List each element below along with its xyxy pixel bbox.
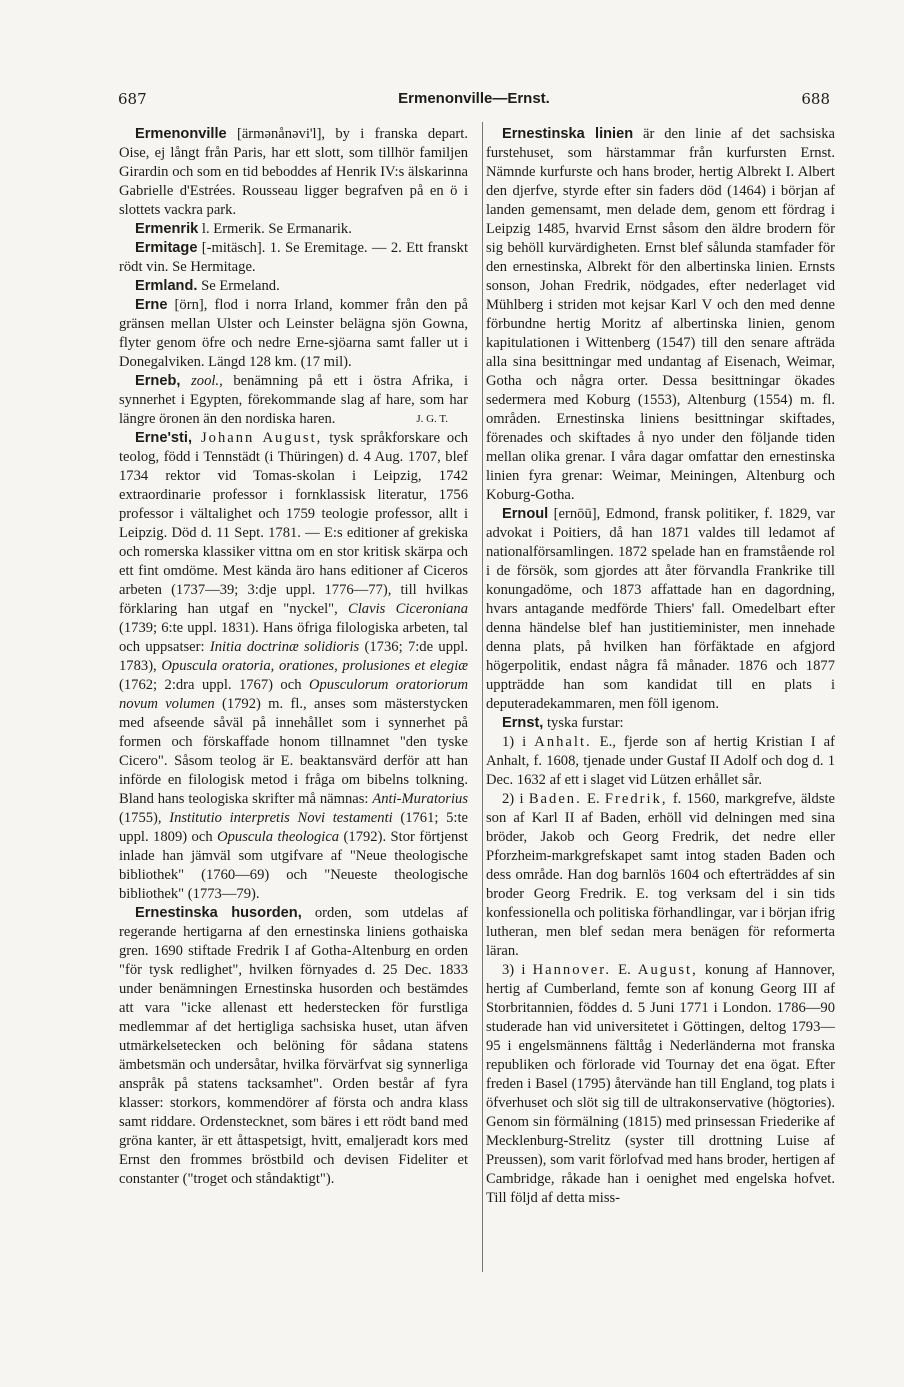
work-title: Opuscula theologica bbox=[217, 829, 340, 845]
author-signature: J. G. T. bbox=[416, 413, 448, 425]
headword: Ernoul bbox=[502, 506, 549, 522]
entry-text: (1739; 6:te uppl. 1831). Hans öfriga filologiska arbeten, tal och uppsatser: bbox=[119, 620, 468, 655]
entry-text: konung af Hannover, hertig af Cumberland, femte son af konung Georg III af Storbritannien, föddes d. 5 Juni 1771 i London. 1786—90 studerade han vid universitetet i Göttingen, deltog 1793—95 i engelsmännens fälttåg i Nederländerna mot franska republiken och förlorade vid Tournay det ena ögat. Efter freden i Basel (1795) återvände han till England, tog plats i öfverhuset och slöt sig till de ultrakonservative (högtories). Genom sin förmälning (1815) med prinsessan Friederike af Mecklenburg-Strelitz (syster till drottning Luise af Preussen), som varit förlofvad med hans broder, hertigen af Cambridge, råkade han i oenighet med engelska hofvet. Till följd af detta miss- bbox=[486, 962, 835, 1206]
headword: Ernst, bbox=[502, 715, 544, 731]
entry-text: (1792) m. fl., anses som mästerstycken med afseende såväl på innehållet som i synnerhet på formen och förskaffade honom tillnamnet "den tyske Cicero". Såsom teolog är E. beaktansvärd derför att han införde en filologisk metod i fråga om bibelns tolkning. Bland hans teologiska skrifter må nämnas: bbox=[119, 696, 468, 807]
entry-ermenrik bbox=[119, 220, 468, 239]
entry-text: l. Ermerik. Se Ermanarik. bbox=[198, 221, 352, 237]
column-divider bbox=[482, 122, 483, 1272]
work-title: Initia doctrinæ solidioris bbox=[209, 639, 360, 655]
entry-text: (1761; 5:te uppl. 1809) och bbox=[119, 810, 468, 845]
headword: Erne bbox=[135, 297, 168, 313]
headword: Ermland. bbox=[135, 278, 198, 294]
right-page-number: 688 bbox=[801, 90, 830, 108]
entry-erne bbox=[119, 296, 468, 372]
person-name: August, bbox=[637, 962, 698, 978]
entry-erneb bbox=[119, 372, 468, 429]
entry-ernoul bbox=[486, 505, 835, 714]
subentry-baden bbox=[486, 790, 835, 961]
entry-text: [örn], flod i norra Irland, kommer från den på gränsen mellan Ulster och Leinster belägna sjön Gowna, flyter genom öfre och nedre Erne-sjöarna samt faller ut i Donegalviken. Längd 128 km. (17 mil). bbox=[119, 297, 468, 370]
entry-ernst bbox=[486, 714, 835, 733]
headword: Ermenonville bbox=[135, 126, 227, 142]
page-header bbox=[118, 90, 830, 112]
entry-ermitage bbox=[119, 239, 468, 277]
headword: Erne'sti, bbox=[135, 430, 192, 446]
entry-text: benämning på ett i östra Afrika, i synnerhet i Egypten, förekommande slag af hare, som har längre öronen än den nordiska haren. bbox=[119, 373, 468, 427]
entry-ernestinska-linien bbox=[486, 125, 835, 505]
left-column bbox=[119, 125, 468, 1189]
entry-text: orden, som utdelas af regerande hertigarna af den ernestinska liniens gothaiska gren. 1690 stiftade Fredrik I af Gotha-Altenburg en orden "för tysk redlighet", hvilken förnyades d. 25 Dec. 1833 under benämningen Ernestinska husorden och bestämdes att vara "icke allenast ett hederstecken för furstliga medlemmar af det hertigliga sachsiska huset, utan äfven utmärkelsetecken och belöning för sådana statens ämbetsmän och undersåtar, hvilka förvärfvat sig synnerliga anspråk på statens tacksamhet". Orden består af fyra klasser: storkors, kommendörer af första och andra klass samt riddare. Ordenstecknet, som bäres i ett rödt band med gröna kanter, är ett åttaspetsigt, hvitt, emaljeradt kors med Ernst den frommes bröstbild och devisen Fideliter et constanter ("troget och ståndaktigt"). bbox=[119, 905, 468, 1187]
place-name: Anhalt. bbox=[534, 734, 592, 750]
running-title: Ermenonville—Ernst. bbox=[398, 90, 550, 107]
headword: Ermenrik bbox=[135, 221, 199, 237]
entry-text: E. bbox=[610, 962, 638, 978]
entry-text: [ärmənånəvi'l], by i franska depart. Oise, ej långt från Paris, har ett slott, som tillhör familjen Girardin och som en tid beboddes af Henrik IV:s älskarinna Gabrielle d'Estrées. Rousseau ligger begrafven på en ö i slottets vackra park. bbox=[119, 126, 468, 218]
entry-text: E. bbox=[581, 791, 605, 807]
entry-text: (1755), bbox=[119, 810, 170, 826]
entry-text: 2) i bbox=[502, 791, 529, 807]
entry-ermenonville bbox=[119, 125, 468, 220]
person-name: Johann August, bbox=[192, 430, 323, 446]
entry-text: (1762; 2:dra uppl. 1767) och bbox=[119, 677, 309, 693]
field-abbrev: zool., bbox=[191, 373, 223, 389]
entry-text: 1) i bbox=[502, 734, 535, 750]
subentry-hannover bbox=[486, 961, 835, 1208]
entry-text: Se Ermeland. bbox=[197, 278, 280, 294]
right-column bbox=[486, 125, 835, 1208]
entry-text: 3) i bbox=[502, 962, 533, 978]
entry-text: tysk språkforskare och teolog, född i Tennstädt (i Thüringen) d. 4 Aug. 1707, blef 1734 rektor vid Tomas-skolan i Leipzig, 1742 extraordinarie professor i fornklassisk literatur, 1756 professor i vältalighet och 1759 teologie professor, allt i Leipzig. Död d. 11 Sept. 1781. — E:s editioner af grekiska och romerska klassiker vittna om en stor kritisk skärpa och ett fint omdöme. Mest kända äro hans editioner af Ciceros arbeten (1737—39; 3:dje uppl. 1776—77), till hvilkas förklaring han utgaf en "nyckel", bbox=[119, 430, 468, 617]
entry-text: f. 1560, markgrefve, äldste son af Karl II af Baden, erhöll vid delningen med sina bröder, Jakob och Georg Fredrik, det nedre eller Pforzheim-markgrefskapet samt intog staden Baden och dess område. Han dog barnlös 1604 och efterträddes af sin broder Georg Fredrik. E. tog verksam del i sin tids konfessionella och politiska förhandlingar, var i början ifrig lutheran, men blef sedan mera benägen för reformerta läran. bbox=[486, 791, 835, 959]
headword: Ernestinska linien bbox=[502, 126, 634, 142]
entry-text: (1736; 7:de uppl. 1783), bbox=[119, 639, 468, 674]
headword: Erneb, bbox=[135, 373, 181, 389]
entry-ermland bbox=[119, 277, 468, 296]
headword: Ernestinska husorden, bbox=[135, 905, 302, 921]
entry-text: tyska furstar: bbox=[543, 715, 624, 731]
work-title: Anti-Muratorius bbox=[372, 791, 468, 807]
entry-text: är den linie af det sachsiska furstehuset, som härstammar från kurfursten Ernst. Nämnde kurfurste och hans broder, hertig Albrekt I. Albert den djerfve, styrde efter sin faders död (1464) i början af landen gemensamt, men delade dem, genom ett fördrag i Leipzig 1485, hvarvid Ernst såsom den äldre brodern för sig behöll kurvärdigheten. Ernst blef sålunda stamfader för den ernestinska, Albrekt för den albertinska linien. Ernsts sonson, Johan Fredrik, nödgades, efter nederlaget vid Mühlberg i striden mot kejsar Karl V och den med denne förbundne hertig Moritz af albertinska linien, genom kapitulationen i Wittenberg (1547) till den senare afträda alla sina besittningar med undantag af Eisenach, Weimar, Gotha och några orter. Dessa besittningar ökades sedermera med Koburg (1553), Altenburg (1554) m. fl. områden. Ernestinska liniens besittningar skiftades, förenades och skiftades å nyo under den följande tiden mellan olika grenar. I våra dagar omfattar den ernestinska linien fyra grenar: Weimar, Meiningen, Altenburg och Koburg-Gotha. bbox=[486, 126, 836, 503]
entry-ernesti bbox=[119, 429, 468, 904]
place-name: Baden. bbox=[528, 791, 582, 807]
subentry-anhalt bbox=[486, 733, 835, 790]
place-name: Hannover. bbox=[532, 962, 611, 978]
entry-text: [ernōū], Edmond, fransk politiker, f. 1829, var advokat i Poitiers, då han 1871 valdes till ledamot af nationalförsamlingen. 1872 spelade han en framstående rol i de försök, som gjordes att åter förvandla Frankrike till konungadöme, och 1873 affattade han en dagordning, hvars antagande medförde Thiers' fall. Omedelbart efter denna händelse blef han justitieminister, men innehade denna plats, på hvilken han förfäktade en afgjord högerpolitik, endast några få månader. 1876 och 1877 uppträdde han som kandidat till en plats i deputeradekammaren, men föll igenom. bbox=[486, 506, 835, 712]
work-title: Clavis Ciceroniana bbox=[348, 601, 469, 617]
entry-text: E., fjerde son af hertig Kristian I af Anhalt, f. 1608, tjenade under Gustaf II Adolf och dog d. 1 Dec. 1632 af ett i slaget vid Lützen erhållet sår. bbox=[486, 734, 835, 788]
work-title: Opusculorum oratoriorum novum volumen bbox=[119, 677, 468, 712]
entry-ernestinska-husorden bbox=[119, 904, 468, 1189]
left-page-number: 687 bbox=[118, 90, 147, 108]
person-name: Fredrik, bbox=[604, 791, 668, 807]
entry-text: (1792). Stor förtjenst inlade han jämväl som utgifvare af "Neue theologische bibliothek" (1760—69) och "Neueste theologische bibliothek" (1773—79). bbox=[119, 829, 468, 902]
entry-text: [-mitäsch]. 1. Se Eremitage. — 2. Ett franskt rödt vin. Se Hermitage. bbox=[119, 240, 468, 275]
headword: Ermitage bbox=[135, 240, 198, 256]
work-title: Opuscula oratoria, orationes, prolusiones et elegiæ bbox=[161, 658, 468, 674]
work-title: Institutio interpretis Novi testamenti bbox=[169, 810, 393, 826]
